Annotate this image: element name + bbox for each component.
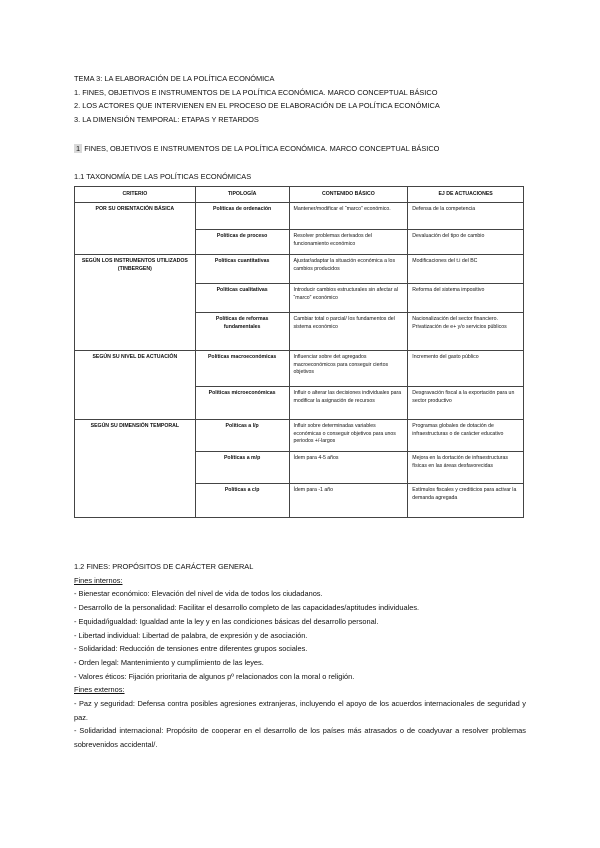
ejemplo-cell: Reforma del sistema impositivo — [408, 284, 524, 313]
list-item: - Equidad/igualdad: Igualdad ante la ley y en las condiciones básicas del desarrollo personal. — [74, 616, 379, 626]
contenido-cell: Influir sobre determinadas variables económicas o conseguir objetivos para unos periodos +/-largos — [289, 420, 408, 452]
toc-item: 2. LOS ACTORES QUE INTERVIENEN EN EL PROCESO DE ELABORACIÓN DE LA POLÍTICA ECONÓMICA — [74, 101, 440, 111]
ejemplo-cell: Desgravación fiscal a la exportación para un sector productivo — [408, 387, 524, 420]
contenido-cell: Resolver problemas derivados del funcionamiento económico — [289, 230, 408, 255]
column-header: TIPOLOGÍA — [195, 187, 289, 203]
criterio-cell: SEGÚN SU NIVEL DE ACTUACIÓN — [75, 351, 196, 420]
contenido-cell: Introducir cambios estructurales sin afectar al “marco” económico — [289, 284, 408, 313]
section-number: 1 — [76, 144, 81, 153]
table-header-row — [75, 187, 524, 203]
criterio-cell: SEGÚN SU DIMENSIÓN TEMPORAL — [75, 420, 196, 518]
column-header: CONTENIDO BÁSICO — [289, 187, 408, 203]
list-item: - Solidaridad internacional: Propósito de cooperar en el desarrollo de los países más atrasados o de coadyuvar a resolver problemas sobrevenidos accidental/. — [74, 726, 526, 750]
taxonomy-heading: 1.1 TAXONOMÍA DE LAS POLÍTICAS ECONÓMICAS — [74, 172, 252, 181]
column-header: CRITERIO — [75, 187, 196, 203]
ejemplo-cell: Nacionalización del sector financiero. Privatización de e+ y/o servicios públicos — [408, 313, 524, 351]
ejemplo-cell: Modificaciones del t.i del BC — [408, 255, 524, 284]
tipologia-cell: Políticas de reformas fundamentales — [195, 313, 289, 351]
fines-externos-label: Fines externos: — [74, 685, 125, 695]
list-item: - Valores éticos: Fijación prioritaria de algunos pº relacionados con la moral o religión. — [74, 671, 355, 681]
tipologia-cell: Políticas microeconómicas — [195, 387, 289, 420]
list-item: - Bienestar económico: Elevación del nivel de vida de todos los ciudadanos. — [74, 589, 323, 599]
table-of-contents — [74, 72, 440, 126]
tipologia-cell: Políticas a l/p — [195, 420, 289, 452]
contenido-cell: Ajustar/adaptar la situación económica a los cambios producidos — [289, 255, 408, 284]
contenido-cell: Influir o alterar las decisiones individuales para modificar la asignación de recursos — [289, 387, 408, 420]
list-item: - Paz y seguridad: Defensa contra posibles agresiones extranjeras, incluyendo el apoyo de los acuerdos internacionales de seguridad y paz. — [74, 699, 526, 722]
table-row — [75, 351, 524, 387]
list-item: - Orden legal: Mantenimiento y cumplimiento de las leyes. — [74, 657, 264, 667]
fines-heading: 1.2 FINES: PROPÓSITOS DE CARÁCTER GENERAL — [74, 562, 254, 571]
list-item: - Desarrollo de la personalidad: Facilitar el desarrollo completo de las capacidades/aptitudes individuales. — [74, 603, 420, 613]
ejemplo-cell: Devaluación del tipo de cambio — [408, 230, 524, 255]
ejemplo-cell: Mejora en la dortación de infraestructuras físicas en las áreas desfavorecidas — [408, 452, 524, 484]
tipologia-cell: Políticas de proceso — [195, 230, 289, 255]
contenido-cell: Influenciar sobre det agregados macroeconómicos para conseguir ciertos objetivos — [289, 351, 408, 387]
tipologia-cell: Políticas macroeconómicas — [195, 351, 289, 387]
criterio-cell: POR SU ORIENTACIÓN BÁSICA — [75, 203, 196, 255]
toc-title: TEMA 3: LA ELABORACIÓN DE LA POLÍTICA ECONÓMICA — [74, 74, 275, 83]
ejemplo-cell: Estímulos fiscales y crediticios para activar la demanda agregada — [408, 484, 524, 518]
section-title: FINES, OBJETIVOS E INSTRUMENTOS DE LA POLÍTICA ECONÓMICA. MARCO CONCEPTUAL BÁSICO — [84, 144, 440, 153]
tipologia-cell: Políticas de ordenación — [195, 203, 289, 230]
table-row — [75, 203, 524, 230]
list-item: - Solidaridad: Reducción de tensiones entre diferentes grupos sociales. — [74, 644, 308, 654]
fines-section — [74, 560, 526, 752]
contenido-cell: Mantener/modificar el “marco” económico. — [289, 203, 408, 230]
toc-item: 3. LA DIMENSIÓN TEMPORAL: ETAPAS Y RETARDOS — [74, 114, 259, 124]
criterio-cell: SEGÚN LOS INSTRUMENTOS UTILIZADOS (TINBERGEN) — [75, 255, 196, 351]
tipologia-cell: Políticas a m/p — [195, 452, 289, 484]
contenido-cell: Cambiar total o parcial/ los fundamentos del sistema económico — [289, 313, 408, 351]
section-heading — [74, 144, 439, 153]
contenido-cell: Ídem para -1 año — [289, 484, 408, 518]
ejemplo-cell: Defensa de la competencia — [408, 203, 524, 230]
fines-internos-label: Fines internos: — [74, 575, 123, 585]
tipologia-cell: Políticas cuantitativas — [195, 255, 289, 284]
list-item: - Libertad individual: Libertad de palabra, de expresión y de asociación. — [74, 630, 308, 640]
ejemplo-cell: Programas globales de dotación de infraestructuras o de carácter educativo — [408, 420, 524, 452]
table-row — [75, 255, 524, 284]
contenido-cell: Ídem para 4-5 años — [289, 452, 408, 484]
table-row — [75, 420, 524, 452]
toc-item: 1. FINES, OBJETIVOS E INSTRUMENTOS DE LA POLÍTICA ECONÓMICA. MARCO CONCEPTUAL BÁSICO — [74, 87, 438, 97]
taxonomy-table — [74, 186, 524, 518]
tipologia-cell: Políticas cualitativas — [195, 284, 289, 313]
column-header: EJ DE ACTUACIONES — [408, 187, 524, 203]
ejemplo-cell: Incremento del gasto público — [408, 351, 524, 387]
tipologia-cell: Políticas a c/p — [195, 484, 289, 518]
